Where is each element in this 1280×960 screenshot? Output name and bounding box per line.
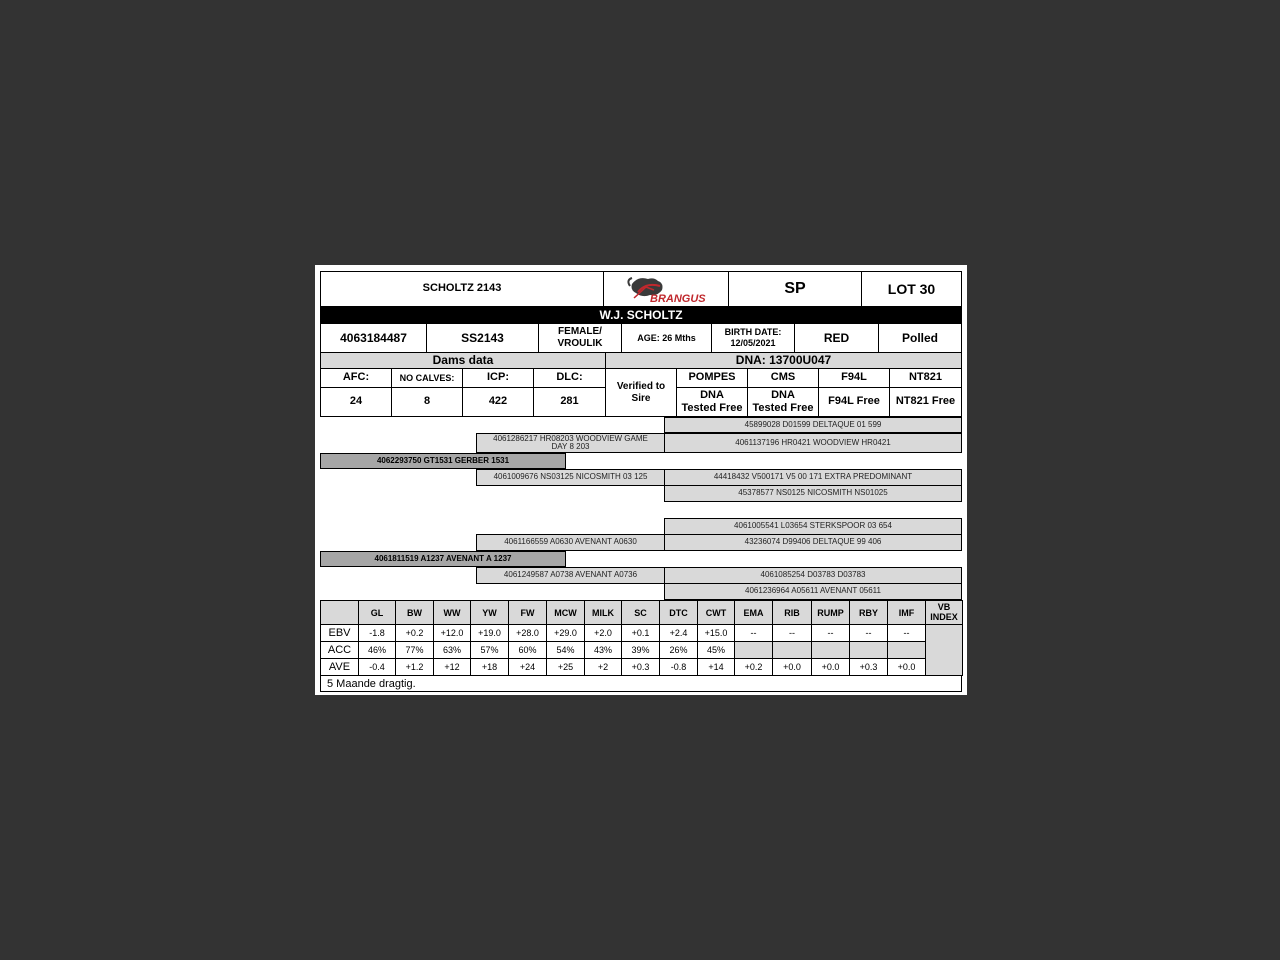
ebv-row-label-acc: ACC <box>320 641 359 659</box>
pedigree-sire-dam: 4061009676 NS03125 NICOSMITH 03 125 <box>476 469 665 486</box>
ebv-value-ebv-imf: -- <box>887 624 926 642</box>
ebv-value-ave-mcw: +25 <box>546 658 585 676</box>
ebv-value-acc-ww: 63% <box>433 641 471 659</box>
icp-label: ICP: <box>462 368 534 388</box>
ebv-header-sc: SC <box>621 600 660 625</box>
ebv-value-acc-yw: 57% <box>470 641 509 659</box>
ebv-value-ave-fw: +24 <box>508 658 547 676</box>
ebv-table <box>320 600 962 675</box>
icp-value: 422 <box>462 387 534 417</box>
ebv-value-ebv-ema: -- <box>734 624 773 642</box>
grade: SP <box>728 271 862 307</box>
f94l-label: F94L <box>818 368 890 388</box>
ebv-value-acc-rib <box>772 641 812 659</box>
ebv-value-ave-milk: +2 <box>584 658 622 676</box>
ebv-value-acc-cwt: 45% <box>697 641 735 659</box>
ebv-header-yw: YW <box>470 600 509 625</box>
ebv-value-ave-gl: -0.4 <box>358 658 396 676</box>
ebv-value-ebv-rby: -- <box>849 624 888 642</box>
sex: FEMALE/ VROULIK <box>538 323 622 353</box>
dlc-value: 281 <box>533 387 606 417</box>
pedigree-sire-sire-dam: 4061137196 HR0421 WOODVIEW HR0421 <box>664 433 962 453</box>
note: 5 Maande dragtig. <box>320 675 962 692</box>
ebv-header-rby: RBY <box>849 600 888 625</box>
dams-data-title: Dams data <box>320 352 606 369</box>
pedigree-dam-dam-sire: 4061085254 D03783 D03783 <box>664 567 962 584</box>
brangus-logo <box>603 271 729 307</box>
vb-index-value <box>925 624 963 676</box>
birth-date: BIRTH DATE: 12/05/2021 <box>711 323 795 353</box>
pedigree-sire-dam-sire: 44418432 V500171 V5 00 171 EXTRA PREDOMINANT <box>664 469 962 486</box>
ebv-value-ebv-mcw: +29.0 <box>546 624 585 642</box>
registration-number: 4063184487 <box>320 323 427 353</box>
ebv-header-mcw: MCW <box>546 600 585 625</box>
dna-title: DNA: 13700U047 <box>605 352 962 369</box>
pedigree-sire-sire: 4061286217 HR08203 WOODVIEW GAME DAY 8 203 <box>476 433 665 453</box>
breeder-name: W.J. SCHOLTZ <box>320 306 962 324</box>
ebv-value-acc-fw: 60% <box>508 641 547 659</box>
animal-name: SCHOLTZ 2143 <box>320 271 604 307</box>
ebv-header-vb-index: VB INDEX <box>925 600 963 625</box>
pedigree-dam: 4061811519 A1237 AVENANT A 1237 <box>320 551 566 567</box>
ebv-header-rib: RIB <box>772 600 812 625</box>
cms-result: DNA Tested Free <box>747 387 819 417</box>
afc-value: 24 <box>320 387 392 417</box>
f94l-result: F94L Free <box>818 387 890 417</box>
ebv-header-imf: IMF <box>887 600 926 625</box>
ebv-header-dtc: DTC <box>659 600 698 625</box>
ebv-header-gl: GL <box>358 600 396 625</box>
calves-label: NO CALVES: <box>391 368 463 388</box>
ebv-value-ebv-ww: +12.0 <box>433 624 471 642</box>
ebv-value-ave-cwt: +14 <box>697 658 735 676</box>
ebv-value-ebv-rump: -- <box>811 624 850 642</box>
ebv-header-milk: MILK <box>584 600 622 625</box>
calves-value: 8 <box>391 387 463 417</box>
ebv-value-acc-bw: 77% <box>395 641 434 659</box>
ebv-value-acc-imf <box>887 641 926 659</box>
ebv-value-ebv-bw: +0.2 <box>395 624 434 642</box>
ebv-row-label-ebv: EBV <box>320 624 359 642</box>
bull-logo-icon <box>624 274 708 304</box>
ebv-value-acc-mcw: 54% <box>546 641 585 659</box>
ebv-value-ave-imf: +0.0 <box>887 658 926 676</box>
animal-card <box>315 265 967 695</box>
ebv-value-ave-yw: +18 <box>470 658 509 676</box>
ebv-value-ave-bw: +1.2 <box>395 658 434 676</box>
nt821-result: NT821 Free <box>889 387 962 417</box>
lot-number: LOT 30 <box>861 271 962 307</box>
afc-label: AFC: <box>320 368 392 388</box>
verified-to-sire: Verified to Sire <box>605 368 677 417</box>
ebv-value-acc-dtc: 26% <box>659 641 698 659</box>
ebv-value-ave-rby: +0.3 <box>849 658 888 676</box>
svg-text:BRANGUS: BRANGUS <box>650 293 706 304</box>
pedigree-dam-sire-sire: 4061005541 L03654 STERKSPOOR 03 654 <box>664 518 962 535</box>
ebv-header-fw: FW <box>508 600 547 625</box>
pedigree-dam-dam: 4061249587 A0738 AVENANT A0736 <box>476 567 665 584</box>
ebv-corner-cell <box>320 600 359 625</box>
ebv-value-acc-milk: 43% <box>584 641 622 659</box>
ebv-value-ebv-cwt: +15.0 <box>697 624 735 642</box>
nt821-label: NT821 <box>889 368 962 388</box>
ebv-value-ave-sc: +0.3 <box>621 658 660 676</box>
pedigree-dam-sire-dam: 43236074 D99406 DELTAQUE 99 406 <box>664 534 962 551</box>
ebv-value-ave-rump: +0.0 <box>811 658 850 676</box>
pedigree-sire-dam-dam: 45378577 NS0125 NICOSMITH NS01025 <box>664 485 962 502</box>
ebv-header-cwt: CWT <box>697 600 735 625</box>
ebv-value-ave-ema: +0.2 <box>734 658 773 676</box>
pompes-label: POMPES <box>676 368 748 388</box>
herd-number: SS2143 <box>426 323 539 353</box>
ebv-header-ww: WW <box>433 600 471 625</box>
colour: RED <box>794 323 879 353</box>
pedigree-dam-dam-dam: 4061236964 A05611 AVENANT 05611 <box>664 583 962 600</box>
ebv-header-ema: EMA <box>734 600 773 625</box>
cms-label: CMS <box>747 368 819 388</box>
pedigree-sire: 4062293750 GT1531 GERBER 1531 <box>320 453 566 469</box>
pedigree-sire-sire-sire: 45899028 D01599 DELTAQUE 01 599 <box>664 417 962 433</box>
ebv-value-ebv-rib: -- <box>772 624 812 642</box>
ebv-value-ebv-yw: +19.0 <box>470 624 509 642</box>
ebv-value-ebv-sc: +0.1 <box>621 624 660 642</box>
ebv-value-acc-rump <box>811 641 850 659</box>
ebv-value-acc-gl: 46% <box>358 641 396 659</box>
ebv-header-rump: RUMP <box>811 600 850 625</box>
age: AGE: 26 Mths <box>621 323 712 353</box>
horn-status: Polled <box>878 323 962 353</box>
pompes-result: DNA Tested Free <box>676 387 748 417</box>
pedigree-dam-sire: 4061166559 A0630 AVENANT A0630 <box>476 534 665 551</box>
ebv-value-ave-dtc: -0.8 <box>659 658 698 676</box>
ebv-value-ave-ww: +12 <box>433 658 471 676</box>
ebv-value-acc-ema <box>734 641 773 659</box>
ebv-value-ebv-dtc: +2.4 <box>659 624 698 642</box>
ebv-value-acc-sc: 39% <box>621 641 660 659</box>
ebv-value-ave-rib: +0.0 <box>772 658 812 676</box>
ebv-row-label-ave: AVE <box>320 658 359 676</box>
ebv-value-acc-rby <box>849 641 888 659</box>
dlc-label: DLC: <box>533 368 606 388</box>
ebv-value-ebv-milk: +2.0 <box>584 624 622 642</box>
ebv-value-ebv-gl: -1.8 <box>358 624 396 642</box>
ebv-header-bw: BW <box>395 600 434 625</box>
ebv-value-ebv-fw: +28.0 <box>508 624 547 642</box>
